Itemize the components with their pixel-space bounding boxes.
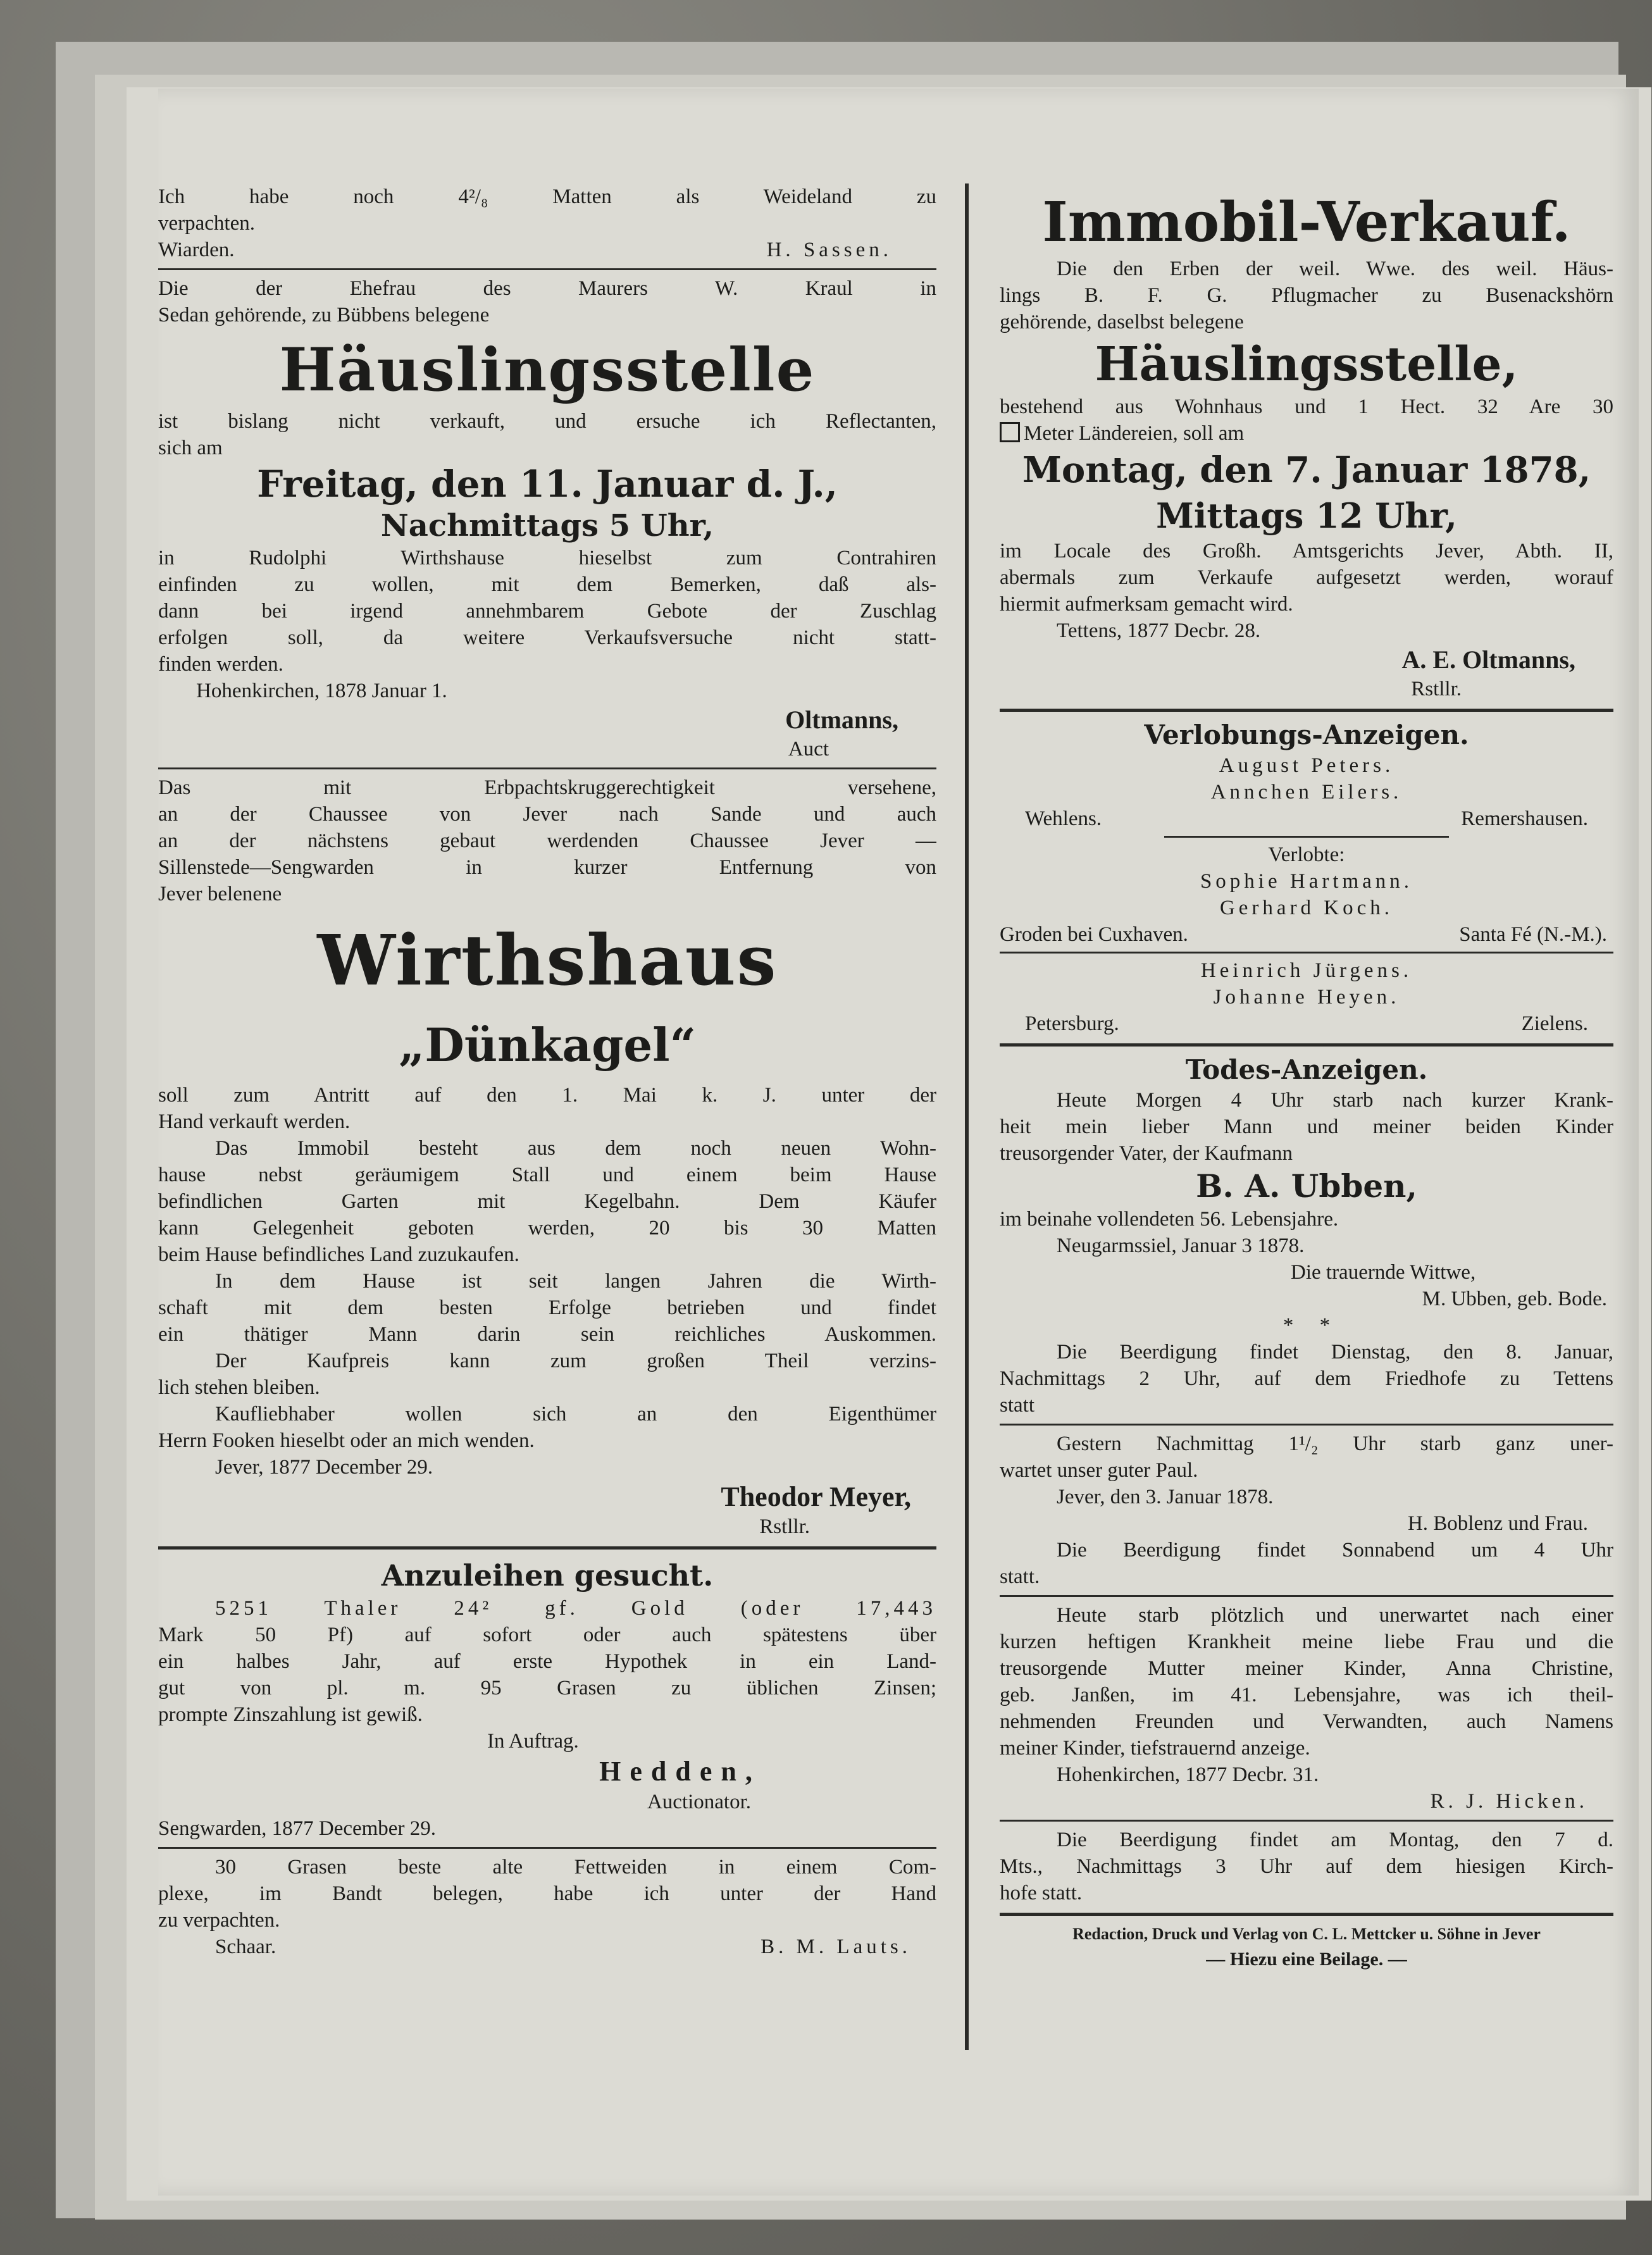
text-line: treusorgende Mutter meiner Kinder, Anna Christine,	[1000, 1657, 1613, 1680]
ad-anzuleihen	[158, 1556, 936, 1842]
verlobte-label: Verlobte:	[1268, 843, 1345, 866]
text-line: Die Beerdigung findet Sonnabend um 4 Uhr	[1057, 1539, 1613, 1562]
place: Groden bei Cuxhaven.	[1000, 923, 1188, 946]
ad-title: Immobil-Verkauf.	[1042, 190, 1571, 254]
ad-weideland	[158, 95, 936, 263]
text-line: an der Chaussee von Jever nach Sande und auch	[158, 803, 936, 826]
text-line: erfolgen soll, da weitere Verkaufsversuche nicht statt-	[158, 626, 936, 649]
signature-role: Rstllr.	[759, 1515, 810, 1538]
text-line: Sedan gehörende, zu Bübbens belegene	[158, 304, 490, 326]
text-line: beim Hause befindliches Land zuzukaufen.	[158, 1243, 519, 1266]
text-line: kurzen heftigen Krankheit meine liebe Frau und die	[1000, 1631, 1613, 1653]
text-line: wartet unser guter Paul.	[1000, 1459, 1198, 1482]
text-line: hause nebst geräumigem Stall und einem beim Hause	[158, 1164, 936, 1186]
divider	[158, 1847, 936, 1849]
text-line: Gestern Nachmittag 1¹/₂ Uhr starb ganz uner-	[1057, 1432, 1613, 1455]
todes-anzeigen	[1000, 1053, 1613, 1906]
text-line: In dem Hause ist seit langen Jahren die Wirth-	[215, 1270, 936, 1293]
text-line: im beinahe vollendeten 56. Lebensjahre.	[1000, 1208, 1339, 1231]
dateline: Sengwarden, 1877 December 29.	[158, 1817, 436, 1840]
asterisks: * *	[1282, 1314, 1331, 1337]
signature: Hedden,	[599, 1756, 761, 1787]
text-line: 30 Grasen beste alte Fettweiden in einem Com-	[215, 1856, 936, 1879]
auction-date: Montag, den 7. Januar 1878,	[1022, 449, 1591, 491]
text-line: lich stehen bleiben.	[158, 1376, 320, 1399]
divider	[1000, 709, 1613, 712]
signature-row	[158, 237, 936, 263]
divider	[158, 268, 936, 270]
couple-name: Gerhard Koch.	[1219, 897, 1394, 919]
couple-name: Annchen Eilers.	[1210, 781, 1403, 804]
text-line: Nachmittags 2 Uhr, auf dem Friedhofe zu Tettens	[1000, 1367, 1613, 1390]
signature-role: Auctionator.	[647, 1791, 752, 1813]
text-line: lings B. F. G. Pflugmacher zu Busenackshörn	[1000, 284, 1613, 307]
text-line: Sillenstede—Sengwarden in kurzer Entfernung von	[158, 856, 936, 879]
text-line: Herrn Fooken hieselbt oder an mich wenden.	[158, 1429, 535, 1452]
couple-name: Heinrich Jürgens.	[1200, 959, 1413, 982]
text-line: Mark 50 Pf) auf sofort oder auch spätestens über	[158, 1624, 936, 1646]
text-line: in Rudolphi Wirthshause hieselbst zum Contrahiren	[158, 547, 936, 569]
signature: Theodor Meyer,	[721, 1481, 911, 1512]
signature: R. J. Hicken.	[1430, 1790, 1588, 1813]
ad-immobil-verkauf	[1000, 95, 1613, 702]
text-line: gehörende, daselbst belegene	[1000, 311, 1244, 333]
text-line: dann bei irgend annehmbarem Gebote der Zuschlag	[158, 600, 936, 623]
place: Petersburg.	[1025, 1012, 1119, 1035]
text-line: sich am	[158, 437, 223, 459]
place: Remershausen.	[1461, 807, 1588, 830]
text-line: an der nächstens gebaut werdenden Chaussee Jever —	[158, 829, 936, 852]
text-line: zu verpachten.	[158, 1909, 280, 1932]
text-line: treusorgender Vater, der Kaufmann	[1000, 1142, 1293, 1165]
imprint-line: Redaction, Druck und Verlag von C. L. Mettcker u. Söhne in Jever	[1072, 1925, 1541, 1943]
text-line: Mts., Nachmittags 3 Uhr auf dem hiesigen Kirch-	[1000, 1855, 1613, 1878]
text-line: Das Immobil besteht aus dem noch neuen Wohn-	[215, 1137, 936, 1160]
signature: H. Sassen.	[766, 239, 892, 261]
text-line: meiner Kinder, tiefstrauernd anzeige.	[1000, 1737, 1310, 1760]
text-line: im Locale des Großh. Amtsgerichts Jever, Abth. II,	[1000, 540, 1613, 562]
place: Wehlens.	[1025, 807, 1102, 830]
divider	[1000, 1424, 1613, 1426]
text-line: abermals zum Verkaufe aufgesetzt werden, worauf	[1000, 566, 1613, 589]
text-line: finden werden.	[158, 653, 283, 676]
signature: M. Ubben, geb. Bode.	[1422, 1288, 1607, 1310]
signature: Oltmanns,	[785, 705, 898, 734]
dateline: Hohenkirchen, 1878 Januar 1.	[196, 680, 447, 702]
text-line: verpachten.	[158, 212, 255, 235]
divider	[1000, 1595, 1613, 1597]
text-line: schaft mit dem besten Erfolge betrieben und findet	[158, 1296, 936, 1319]
auction-date: Freitag, den 11. Januar d. J.,	[257, 463, 838, 506]
couple-name: Sophie Hartmann.	[1200, 870, 1413, 893]
text-line: Ich habe noch 4²/₈ Matten als Weideland zu	[158, 185, 936, 208]
text-line: 5251 Thaler 24² gf. Gold (oder 17,443	[215, 1597, 936, 1620]
dateline: Tettens, 1877 Decbr. 28.	[1057, 619, 1261, 642]
left-column	[158, 95, 936, 1960]
divider	[1000, 1043, 1613, 1047]
right-column	[1000, 95, 1613, 1973]
text-line: heit mein lieber Mann und meiner beiden Kinder	[1000, 1115, 1613, 1138]
signature-role: Rstllr.	[1411, 678, 1462, 700]
divider	[158, 1546, 936, 1550]
dateline: Hohenkirchen, 1877 Decbr. 31.	[1057, 1763, 1319, 1786]
text-line: ist bislang nicht verkauft, und ersuche ich Reflectanten,	[158, 410, 936, 433]
text-line: einfinden zu wollen, mit dem Bemerken, daß als-	[158, 573, 936, 596]
signature-role: Auct	[788, 738, 829, 761]
column-divider	[965, 183, 969, 2050]
text-line: Die der Ehefrau des Maurers W. Kraul in	[158, 277, 936, 300]
ad-subtitle: Häuslingsstelle,	[1095, 337, 1518, 392]
auction-time: Mittags 12 Uhr,	[1156, 495, 1457, 536]
text-line: Jever belenene	[158, 883, 282, 905]
couple-name: Johanne Heyen.	[1213, 986, 1400, 1009]
verlobungs-anzeigen	[1000, 718, 1613, 1037]
signature: B. M. Lauts.	[761, 1935, 911, 1958]
signature-row	[158, 1934, 936, 1960]
text-line: prompte Zinszahlung ist gewiß.	[158, 1703, 423, 1726]
ad-title: Anzuleihen gesucht.	[381, 1558, 714, 1593]
auction-time: Nachmittags 5 Uhr,	[380, 508, 714, 544]
place: Schaar.	[215, 1935, 276, 1958]
text-span: Meter Ländereien, soll am	[1024, 422, 1245, 445]
ad-haeuslingsstelle-buebbens	[158, 275, 936, 762]
couple-name: August Peters.	[1219, 754, 1394, 777]
dateline: Jever, den 3. Januar 1878.	[1057, 1486, 1274, 1508]
text-line: Die Beerdigung findet Dienstag, den 8. Januar,	[1057, 1341, 1613, 1364]
text-line: geb. Janßen, im 41. Lebensjahre, was ich theil-	[1000, 1684, 1613, 1706]
text-line: hiermit aufmerksam gemacht wird.	[1000, 593, 1293, 616]
section-title: Verlobungs-Anzeigen.	[1144, 719, 1469, 750]
text-line: hofe statt.	[1000, 1882, 1083, 1904]
signature: A. E. Oltmanns,	[1401, 645, 1575, 674]
text-line: bestehend aus Wohnhaus und 1 Hect. 32 Are 30	[1000, 395, 1613, 418]
text-line: kann Gelegenheit geboten werden, 20 bis 30 Matten	[158, 1217, 936, 1239]
text-line: Das mit Erbpachtskruggerechtigkeit versehene,	[158, 776, 936, 799]
deceased-name: B. A. Ubben,	[1196, 1167, 1417, 1205]
divider-short	[1000, 952, 1613, 954]
imprint	[1000, 1922, 1613, 1973]
text-line: Kaufliebhaber wollen sich an den Eigenthümer	[215, 1403, 936, 1426]
dateline: Neugarmssiel, Januar 3 1878.	[1057, 1234, 1305, 1257]
ad-title: Häuslingsstelle	[279, 335, 816, 405]
text-line: Der Kaufpreis kann zum großen Theil verzins-	[215, 1350, 936, 1372]
divider	[1000, 1913, 1613, 1916]
divider-short	[1164, 836, 1449, 838]
text-line: Die den Erben der weil. Wwe. des weil. Häus-	[1057, 258, 1613, 280]
signature: H. Boblenz und Frau.	[1407, 1512, 1588, 1535]
text-line: Die Beerdigung findet am Montag, den 7 d.	[1057, 1829, 1613, 1851]
place: Zielens.	[1521, 1012, 1588, 1035]
place-row	[1000, 1010, 1613, 1037]
text-line: befindlichen Garten mit Kegelbahn. Dem Käufer	[158, 1190, 936, 1213]
text-line: Die trauernde Wittwe,	[1291, 1261, 1476, 1284]
ad-subtitle: „Dünkagel“	[398, 1018, 696, 1072]
text-line: statt.	[1000, 1565, 1040, 1588]
text-line: plexe, im Bandt belegen, habe ich unter der Hand	[158, 1882, 936, 1905]
divider	[1000, 1820, 1613, 1822]
section-title: Todes-Anzeigen.	[1185, 1054, 1428, 1085]
text-line: Heute starb plötzlich und unerwartet nach einer	[1057, 1604, 1613, 1627]
text-line: ein thätiger Mann darin sein reichliches Auskommen.	[158, 1323, 936, 1346]
place-row	[1000, 921, 1613, 948]
text-line: Heute Morgen 4 Uhr starb nach kurzer Krank-	[1057, 1089, 1613, 1112]
text-line: statt	[1000, 1394, 1034, 1417]
place-row	[1000, 805, 1613, 832]
place: Wiarden.	[158, 239, 235, 261]
text-line: gut von pl. m. 95 Grasen zu üblichen Zinsen;	[158, 1677, 936, 1699]
ad-title: Wirthshaus	[317, 919, 778, 1001]
place: Santa Fé (N.-M.).	[1459, 923, 1607, 946]
in-auftrag: In Auftrag.	[487, 1730, 579, 1753]
text-line: Hand verkauft werden.	[158, 1110, 351, 1133]
divider	[158, 767, 936, 769]
square-symbol	[1000, 422, 1020, 442]
ad-wirthshaus	[158, 774, 936, 1540]
text-line: ein halbes Jahr, auf erste Hypothek in ein Land-	[158, 1650, 936, 1673]
text-line	[1000, 420, 1613, 447]
text-line: nehmenden Freunden und Verwandten, auch Namens	[1000, 1710, 1613, 1733]
text-line: soll zum Antritt auf den 1. Mai k. J. unter der	[158, 1084, 936, 1107]
imprint-line: — Hiezu eine Beilage. —	[1206, 1949, 1407, 1970]
ad-fettweiden	[158, 1854, 936, 1960]
dateline: Jever, 1877 December 29.	[215, 1456, 433, 1479]
